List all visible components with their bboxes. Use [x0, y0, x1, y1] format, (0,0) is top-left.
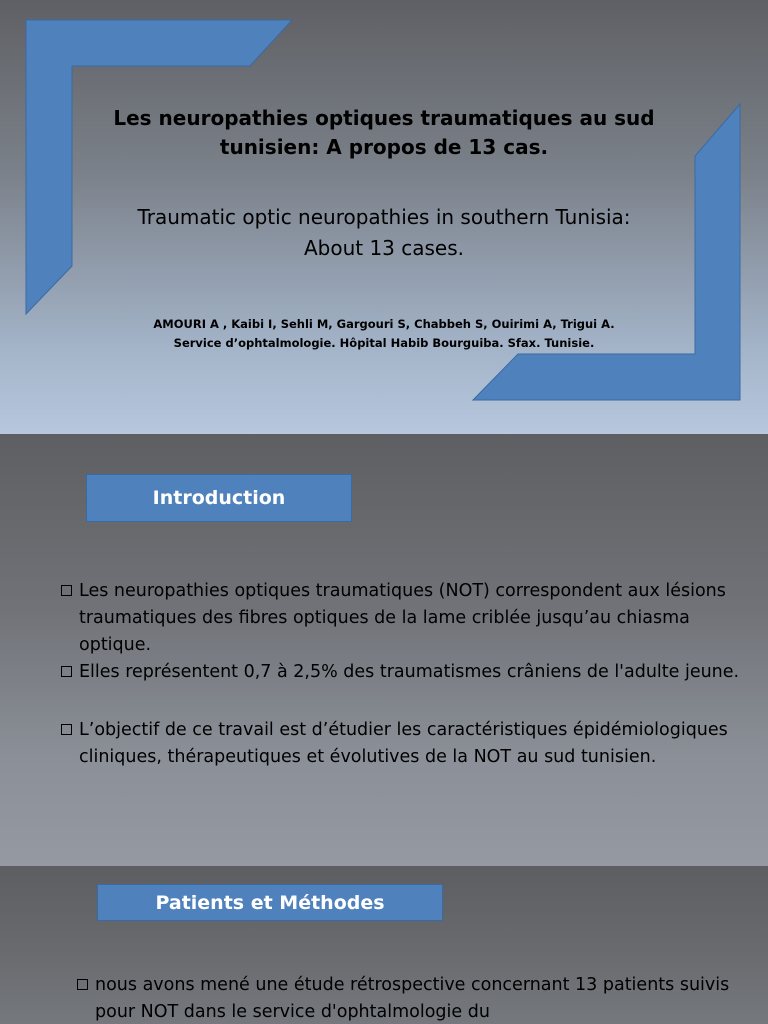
list-item	[60, 578, 740, 659]
introduction-slide	[0, 434, 768, 866]
english-title	[110, 202, 658, 264]
english-title-line-1: Traumatic optic neuropathies in southern Tunisia:	[137, 205, 631, 229]
methods-slide	[0, 866, 768, 1024]
list-item	[76, 972, 756, 1024]
introduction-bullet-list	[60, 578, 740, 771]
checkbox-bullet-icon	[77, 979, 88, 990]
list-item	[60, 717, 740, 771]
bullet-text: L’objectif de ce travail est d’étudier les caractéristiques épidémiologiques cliniques, thérapeutiques et évolutives de la NOT au sud tunisien.	[79, 720, 728, 767]
french-title-line-1: Les neuropathies optiques traumatiques au sud	[113, 106, 655, 130]
bullet-text: Les neuropathies optiques traumatiques (NOT) correspondent aux lésions traumatiques des fibres optiques de la lame criblée jusqu’au chiasma optique.	[79, 581, 726, 655]
affiliation: Service d’ophtalmologie. Hôpital Habib Bourguiba. Sfax. Tunisie.	[173, 336, 595, 350]
bullet-text: nous avons mené une étude rétrospective concernant 13 patients suivis pour NOT dans le service d'ophtalmologie du	[95, 975, 730, 1022]
title-slide	[0, 0, 768, 434]
author-block	[110, 315, 658, 353]
french-title	[110, 104, 658, 162]
author-list: AMOURI A , Kaibi I, Sehli M, Gargouri S, Chabbeh S, Ouirimi A, Trigui A.	[153, 317, 615, 331]
french-title-line-2: tunisien: A propos de 13 cas.	[219, 135, 549, 159]
methods-heading: Patients et Méthodes	[97, 884, 443, 921]
checkbox-bullet-icon	[61, 666, 72, 677]
list-item	[60, 659, 740, 686]
introduction-heading: Introduction	[86, 474, 352, 522]
english-title-line-2: About 13 cases.	[303, 236, 465, 260]
frame-top-left-shape	[26, 20, 292, 314]
checkbox-bullet-icon	[61, 724, 72, 735]
checkbox-bullet-icon	[61, 585, 72, 596]
bullet-text: Elles représentent 0,7 à 2,5% des traumatismes crâniens de l'adulte jeune.	[79, 662, 740, 682]
methods-bullet-list	[76, 972, 756, 1024]
